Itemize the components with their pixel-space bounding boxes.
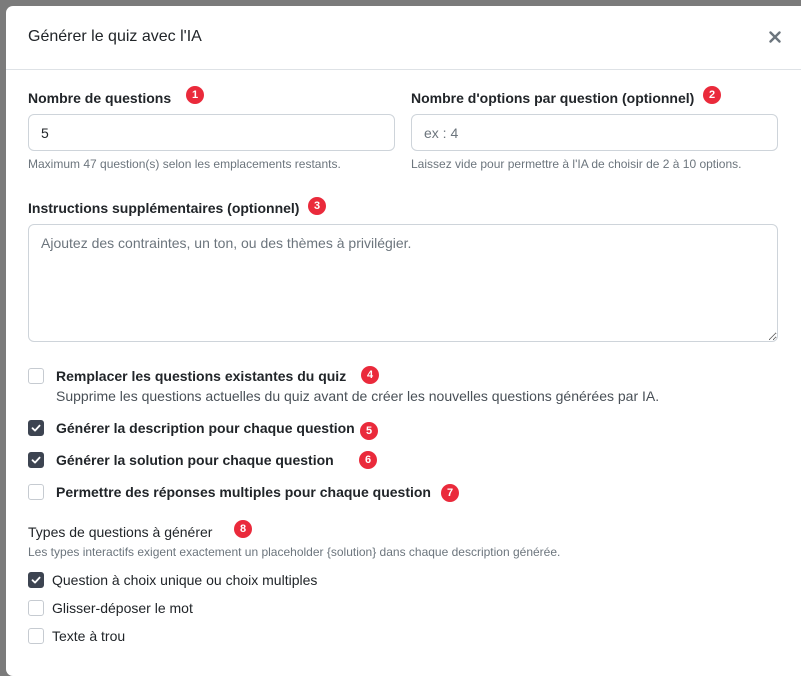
generate-solution-label: Générer la solution pour chaque question: [56, 452, 334, 468]
num-options-label: Nombre d'options par question (optionnel): [411, 90, 695, 106]
num-questions-input[interactable]: [28, 114, 395, 151]
type-fill-blank-label: Texte à trou: [52, 628, 126, 644]
close-icon: [769, 31, 781, 43]
type-fill-blank-checkbox[interactable]: [28, 628, 44, 644]
check-icon: [31, 575, 41, 585]
badge-8: 8: [234, 520, 252, 538]
type-choice-label: Question à choix unique ou choix multiples: [52, 572, 318, 588]
question-types-label: Types de questions à générer: [28, 524, 213, 540]
badge-5: 5: [360, 422, 378, 440]
multiple-answers-checkbox[interactable]: [28, 484, 44, 500]
generate-solution-checkbox[interactable]: [28, 452, 44, 468]
badge-7: 7: [441, 484, 459, 502]
modal-title: Générer le quiz avec l'IA: [28, 27, 202, 45]
num-options-input[interactable]: [411, 114, 778, 151]
generate-description-checkbox[interactable]: [28, 420, 44, 436]
badge-3: 3: [308, 197, 326, 215]
check-icon: [31, 455, 41, 465]
replace-questions-help: Supprime les questions actuelles du quiz avant de créer les nouvelles questions générées par IA.: [56, 388, 660, 404]
type-drag-drop-checkbox[interactable]: [28, 600, 44, 616]
badge-6: 6: [359, 451, 377, 469]
instructions-textarea[interactable]: [28, 224, 778, 342]
replace-questions-label: Remplacer les questions existantes du quiz: [56, 368, 347, 384]
question-types-help: Les types interactifs exigent exactement un placeholder {solution} dans chaque description générée.: [28, 545, 561, 559]
modal-header: [6, 6, 801, 70]
type-choice-checkbox[interactable]: [28, 572, 44, 588]
multiple-answers-label: Permettre des réponses multiples pour chaque question: [56, 484, 431, 500]
generate-description-label: Générer la description pour chaque question: [56, 420, 355, 436]
num-questions-label: Nombre de questions: [28, 90, 172, 106]
badge-4: 4: [361, 366, 379, 384]
instructions-label: Instructions supplémentaires (optionnel): [28, 200, 300, 216]
badge-1: 1: [186, 86, 204, 104]
replace-questions-checkbox[interactable]: [28, 368, 44, 384]
num-options-help: Laissez vide pour permettre à l'IA de choisir de 2 à 10 options.: [411, 157, 742, 171]
num-questions-help: Maximum 47 question(s) selon les emplacements restants.: [28, 157, 341, 171]
close-button[interactable]: [766, 28, 784, 46]
badge-2: 2: [703, 86, 721, 104]
type-drag-drop-label: Glisser-déposer le mot: [52, 600, 193, 616]
check-icon: [31, 423, 41, 433]
generate-quiz-modal: [6, 6, 801, 676]
